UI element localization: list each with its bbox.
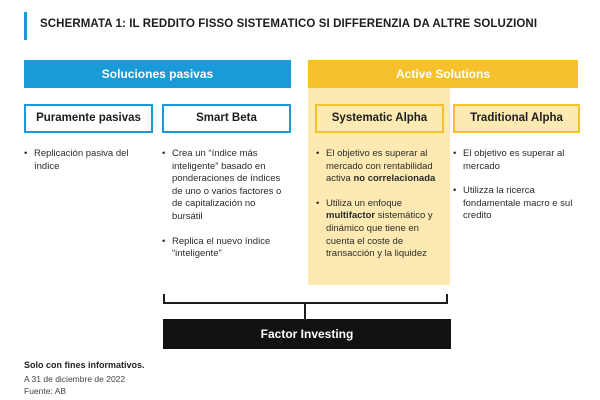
- bullet-emphasis: no correlacionada: [353, 173, 436, 185]
- systematic-alpha-bullets: [316, 148, 442, 273]
- traditional-alpha-bullets: [453, 148, 577, 235]
- footnote-disclaimer: Solo con fines informativos.: [24, 360, 145, 370]
- category-purely-passive: Puramente pasivas: [24, 104, 153, 133]
- title-accent-bar: [24, 12, 27, 40]
- bullet-item: [316, 198, 442, 261]
- factor-bracket: [163, 294, 448, 304]
- category-smart-beta: Smart Beta: [162, 104, 291, 133]
- bullet-item: • Crea un “índice más inteligente” basado en ponderaciones de índices de uno o varios factores o de capitalización no bursátil: [162, 148, 286, 224]
- factor-connector: [304, 304, 306, 319]
- category-traditional-alpha: Traditional Alpha: [453, 104, 580, 133]
- purely-passive-bullets: [24, 148, 152, 185]
- bullet-text: sistemático y dinámico que tiene en cuenta el coste de transacción y la liquidez: [326, 210, 433, 260]
- bullet-item: • Replica el nuevo índice “inteligente”: [162, 236, 286, 261]
- bullet-item: • El objetivo es superar al mercado: [453, 148, 577, 173]
- bullet-item: [316, 148, 442, 186]
- figure-title: SCHERMATA 1: IL REDDITO FISSO SISTEMATICO SI DIFFERENZIA DA ALTRE SOLUZIONI: [40, 18, 538, 30]
- bullet-emphasis: multifactor: [326, 210, 376, 222]
- bullet-item: • Replicación pasiva del índice: [24, 148, 152, 173]
- bullet-text: Utiliza un enfoque: [326, 197, 403, 209]
- factor-investing-bar: Factor Investing: [163, 319, 451, 349]
- bullet-item: • Utilizza la ricerca fondamentale macro e sul credito: [453, 185, 577, 223]
- passive-solutions-header: Soluciones pasivas: [24, 60, 291, 88]
- footnote-source: Fuente: AB: [24, 386, 67, 396]
- bullet-text: El objetivo es superar al mercado con rentabilidad activa: [326, 148, 433, 185]
- smart-beta-bullets: [162, 148, 286, 273]
- category-systematic-alpha: Systematic Alpha: [315, 104, 444, 133]
- active-solutions-header: Active Solutions: [308, 60, 578, 88]
- footnote-date: A 31 de diciembre de 2022: [24, 374, 126, 384]
